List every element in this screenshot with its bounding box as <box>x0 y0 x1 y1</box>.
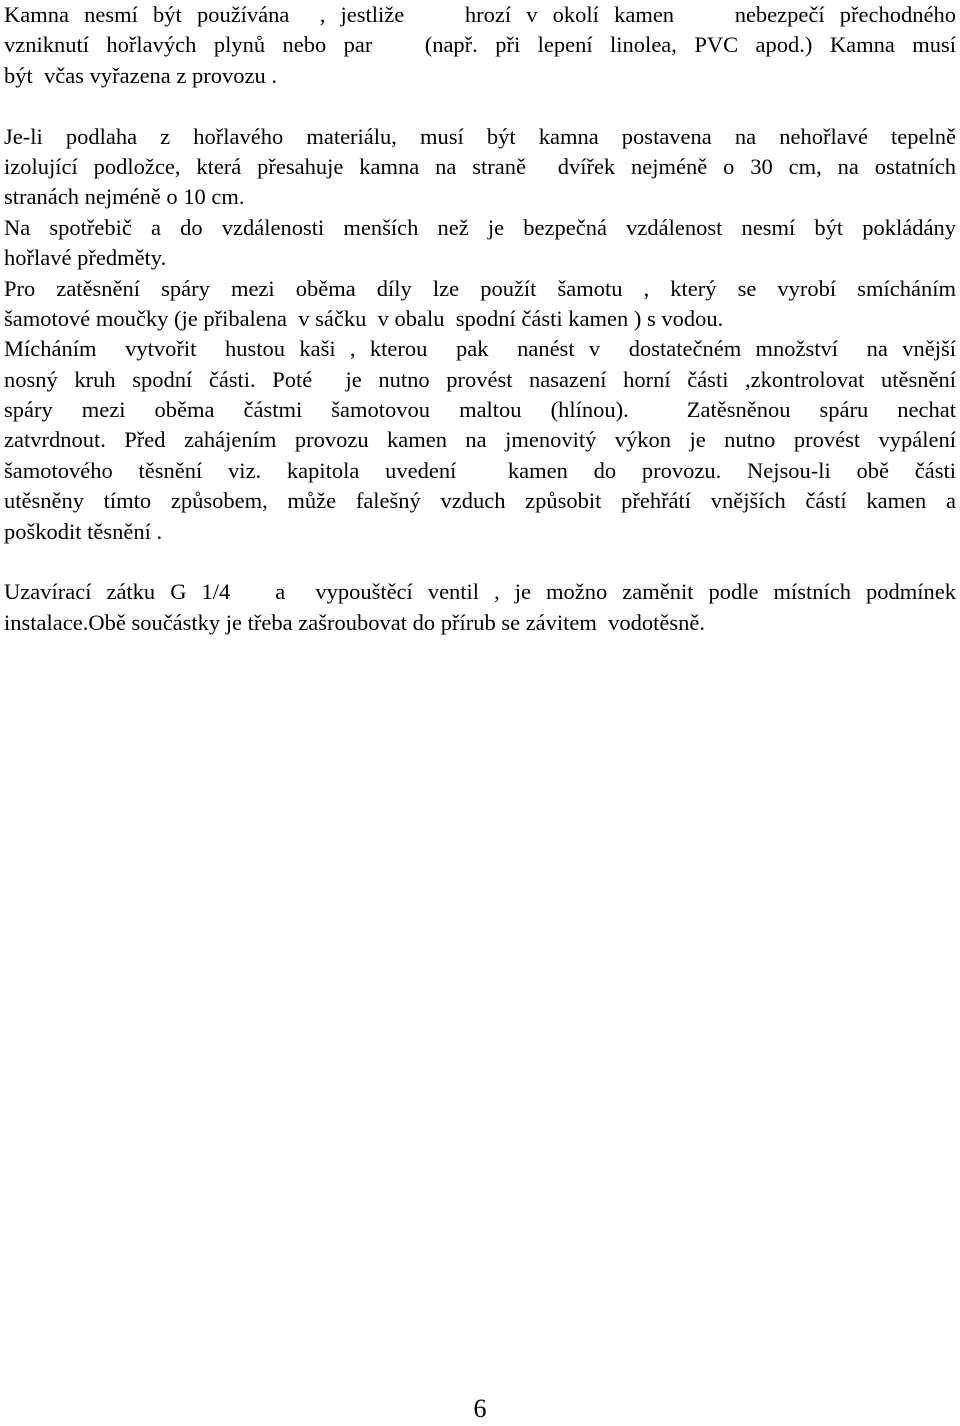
paragraph-installation-instructions <box>4 122 956 547</box>
text-line: instalace.Obě součástky je třeba zašroubovat do přírub se závitem vodotěsně. <box>4 609 706 635</box>
text-line: být včas vyřazena z provozu . <box>4 62 278 88</box>
text-line: Pro zatěsnění spáry mezi oběma díly lze použít šamotu , který se vyrobí smícháním <box>4 275 956 301</box>
text-line: utěsněny tímto způsobem, může falešný vzduch způsobit přehřátí vnějších částí kamen a <box>4 488 956 514</box>
text-line: Na spotřebič a do vzdálenosti menších než je bezpečná vzdálenost nesmí být pokládány <box>4 214 956 240</box>
text-line: Mícháním vytvořit hustou kaši , kterou pak nanést v dostatečném množství na vnější <box>4 336 956 362</box>
text-line: hořlavé předměty. <box>4 245 167 271</box>
text-line: Uzavírací zátku G 1/4 a vypouštěcí ventil , je možno zaměnit podle místních podmínek <box>4 579 956 605</box>
text-line: zatvrdnout. Před zahájením provozu kamen na jmenovitý výkon je nutno provést vypálení <box>4 427 956 453</box>
text-line: Je-li podlaha z hořlavého materiálu, musí být kamna postavena na nehořlavé tepelně <box>4 123 956 149</box>
text-line: Kamna nesmí být používána , jestliže hrozí v okolí kamen nebezpečí přechodného <box>4 2 956 27</box>
text-line: šamotové moučky (je přibalena v sáčku v obalu spodní části kamen ) s vodou. <box>4 305 724 331</box>
text-line: stranách nejméně o 10 cm. <box>4 184 245 210</box>
text-line: nosný kruh spodní části. Poté je nutno provést nasazení horní části ,zkontrolovat utěsnění <box>4 366 956 392</box>
text-line: poškodit těsnění . <box>4 518 163 544</box>
text-line: šamotového těsnění viz. kapitola uvedení kamen do provozu. Nejsou-li obě části <box>4 457 956 483</box>
paragraph-spacer <box>4 547 956 577</box>
text-line: spáry mezi oběma částmi šamotovou maltou (hlínou). Zatěsněnou spáru nechat <box>4 397 956 423</box>
text-line: vzniknutí hořlavých plynů nebo par (např. při lepení linolea, PVC apod.) Kamna musí <box>4 32 956 58</box>
paragraph-spacer <box>4 91 956 121</box>
document-page <box>4 0 956 638</box>
paragraph-operation-warning <box>4 0 956 91</box>
page-number: 6 <box>473 1394 487 1423</box>
text-line: izolující podložce, která přesahuje kamna na straně dvířek nejméně o 30 cm, na ostatních <box>4 153 956 179</box>
paragraph-drain-valve <box>4 577 956 638</box>
